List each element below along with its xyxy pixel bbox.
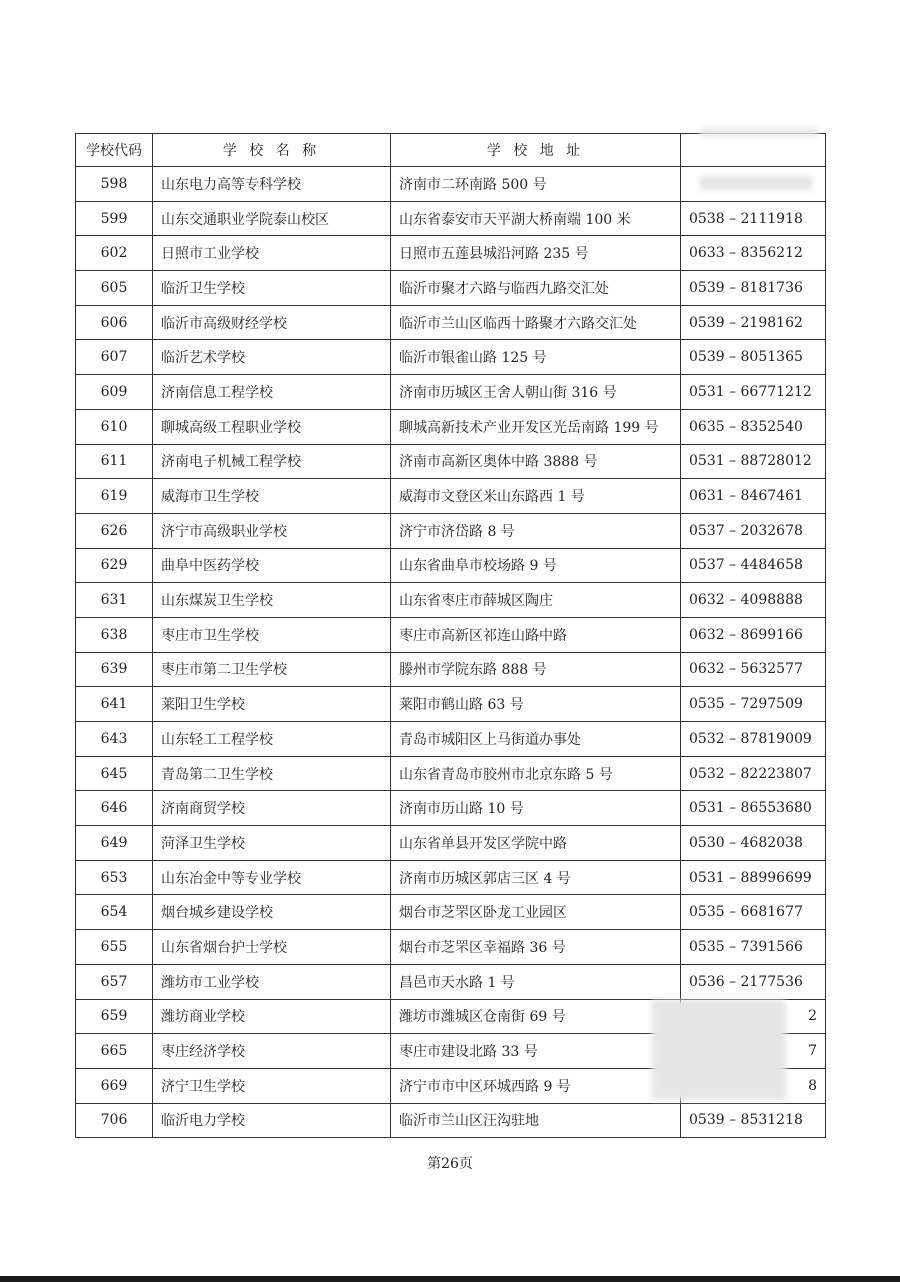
table-row [76, 930, 826, 965]
school-name-cell: 济宁市高级职业学校 [153, 513, 391, 548]
school-code-cell: 606 [76, 305, 153, 340]
school-code-cell: 649 [76, 826, 153, 861]
school-code-cell: 641 [76, 687, 153, 722]
redacted-phone-598 [700, 176, 812, 190]
table-header-row [76, 134, 826, 167]
phone-cell: 0635 – 8352540 [681, 409, 826, 444]
table-row [76, 236, 826, 271]
table-row [76, 409, 826, 444]
school-name-cell: 潍坊商业学校 [153, 999, 391, 1034]
school-table [75, 133, 826, 1138]
school-address-cell: 山东省枣庄市薛城区陶庄 [391, 583, 681, 618]
school-code-cell: 646 [76, 791, 153, 826]
school-name-cell: 临沂电力学校 [153, 1103, 391, 1138]
school-address-cell: 济宁市济岱路 8 号 [391, 513, 681, 548]
table-row [76, 340, 826, 375]
school-code-cell: 657 [76, 964, 153, 999]
phone-cell: 0531 – 88728012 [681, 444, 826, 479]
school-name-cell: 山东电力高等专科学校 [153, 167, 391, 202]
school-name-cell: 山东冶金中等专业学校 [153, 860, 391, 895]
table-row [76, 513, 826, 548]
school-code-cell: 619 [76, 479, 153, 514]
school-name-cell: 临沂艺术学校 [153, 340, 391, 375]
table-row [76, 895, 826, 930]
phone-cell: 0539 – 2198162 [681, 305, 826, 340]
school-address-cell: 临沂市银雀山路 125 号 [391, 340, 681, 375]
table-row [76, 444, 826, 479]
table-row [76, 271, 826, 306]
school-code-cell: 610 [76, 409, 153, 444]
school-address-cell: 日照市五莲县城沿河路 235 号 [391, 236, 681, 271]
school-address-cell: 枣庄市高新区祁连山路中路 [391, 617, 681, 652]
phone-cell: 0539 – 8531218 [681, 1103, 826, 1138]
header-school-name: 学 校 名 称 [153, 134, 391, 167]
school-code-cell: 626 [76, 513, 153, 548]
school-address-cell: 山东省单县开发区学院中路 [391, 826, 681, 861]
school-address-cell: 枣庄市建设北路 33 号 [391, 1034, 681, 1069]
school-name-cell: 日照市工业学校 [153, 236, 391, 271]
school-address-cell: 聊城高新技术产业开发区光岳南路 199 号 [391, 409, 681, 444]
phone-cell: 0532 – 82223807 [681, 756, 826, 791]
page-number: 第26页 [427, 1156, 473, 1172]
school-address-cell: 济宁市市中区环城西路 9 号 [391, 1068, 681, 1103]
phone-cell: 0632 – 4098888 [681, 583, 826, 618]
table-row [76, 756, 826, 791]
redacted-header-area [700, 128, 818, 136]
header-school-address: 学 校 地 址 [391, 134, 681, 167]
bottom-border [0, 1276, 900, 1282]
table-row [76, 722, 826, 757]
table-row [76, 1103, 826, 1138]
school-address-cell: 烟台市芝罘区幸福路 36 号 [391, 930, 681, 965]
school-name-cell: 临沂市高级财经学校 [153, 305, 391, 340]
school-code-cell: 654 [76, 895, 153, 930]
school-address-cell: 潍坊市潍城区仓南街 69 号 [391, 999, 681, 1034]
school-code-cell: 599 [76, 201, 153, 236]
school-name-cell: 莱阳卫生学校 [153, 687, 391, 722]
school-code-cell: 605 [76, 271, 153, 306]
school-name-cell: 山东煤炭卫生学校 [153, 583, 391, 618]
school-address-cell: 山东省泰安市天平湖大桥南端 100 米 [391, 201, 681, 236]
school-address-cell: 济南市历城区王舍人朝山街 316 号 [391, 375, 681, 410]
school-address-cell: 济南市历城区郭店三区 4 号 [391, 860, 681, 895]
phone-cell: 0631 – 8467461 [681, 479, 826, 514]
school-address-cell: 济南市历山路 10 号 [391, 791, 681, 826]
phone-cell: 0539 – 8051365 [681, 340, 826, 375]
school-address-cell: 威海市文登区米山东路西 1 号 [391, 479, 681, 514]
phone-cell: 0539 – 8181736 [681, 271, 826, 306]
phone-cell: 8 [681, 1068, 826, 1103]
school-code-cell: 665 [76, 1034, 153, 1069]
table-row [76, 305, 826, 340]
phone-cell: 0536 – 2177536 [681, 964, 826, 999]
school-name-cell: 临沂卫生学校 [153, 271, 391, 306]
school-address-cell: 山东省曲阜市校场路 9 号 [391, 548, 681, 583]
school-address-cell: 昌邑市天水路 1 号 [391, 964, 681, 999]
school-name-cell: 山东轻工工程学校 [153, 722, 391, 757]
school-code-cell: 645 [76, 756, 153, 791]
phone-cell: 0531 – 86553680 [681, 791, 826, 826]
school-address-cell: 滕州市学院东路 888 号 [391, 652, 681, 687]
school-name-cell: 枣庄经济学校 [153, 1034, 391, 1069]
school-name-cell: 枣庄市卫生学校 [153, 617, 391, 652]
table-row [76, 964, 826, 999]
school-code-cell: 602 [76, 236, 153, 271]
table-row [76, 791, 826, 826]
school-name-cell: 曲阜中医药学校 [153, 548, 391, 583]
school-name-cell: 山东省烟台护士学校 [153, 930, 391, 965]
school-address-cell: 青岛市城阳区上马街道办事处 [391, 722, 681, 757]
school-code-cell: 669 [76, 1068, 153, 1103]
school-name-cell: 潍坊市工业学校 [153, 964, 391, 999]
table-row [76, 826, 826, 861]
phone-cell: 0537 – 2032678 [681, 513, 826, 548]
school-code-cell: 607 [76, 340, 153, 375]
school-code-cell: 655 [76, 930, 153, 965]
school-code-cell: 609 [76, 375, 153, 410]
school-address-cell: 济南市高新区奥体中路 3888 号 [391, 444, 681, 479]
school-address-cell: 莱阳市鹤山路 63 号 [391, 687, 681, 722]
school-code-cell: 706 [76, 1103, 153, 1138]
school-address-cell: 临沂市兰山区汪沟驻地 [391, 1103, 681, 1138]
table-row [76, 652, 826, 687]
header-school-code: 学校代码 [76, 134, 153, 167]
phone-cell: 0532 – 87819009 [681, 722, 826, 757]
table-row [76, 860, 826, 895]
phone-cell: 0531 – 88996699 [681, 860, 826, 895]
school-code-cell: 611 [76, 444, 153, 479]
school-address-cell: 临沂市聚才六路与临西九路交汇处 [391, 271, 681, 306]
table-row [76, 617, 826, 652]
school-name-cell: 烟台城乡建设学校 [153, 895, 391, 930]
school-name-cell: 青岛第二卫生学校 [153, 756, 391, 791]
phone-cell: 0535 – 7391566 [681, 930, 826, 965]
phone-cell: 2 [681, 999, 826, 1034]
school-name-cell: 济南电子机械工程学校 [153, 444, 391, 479]
school-name-cell: 菏泽卫生学校 [153, 826, 391, 861]
school-code-cell: 639 [76, 652, 153, 687]
table-row [76, 583, 826, 618]
school-address-cell: 山东省青岛市胶州市北京东路 5 号 [391, 756, 681, 791]
school-name-cell: 济宁卫生学校 [153, 1068, 391, 1103]
redacted-phone-659-to-669 [652, 1000, 786, 1100]
phone-cell: 0633 – 8356212 [681, 236, 826, 271]
school-name-cell: 聊城高级工程职业学校 [153, 409, 391, 444]
school-name-cell: 济南商贸学校 [153, 791, 391, 826]
phone-cell: 0537 – 4484658 [681, 548, 826, 583]
school-code-cell: 643 [76, 722, 153, 757]
header-phone [681, 134, 826, 167]
phone-cell: 0530 – 4682038 [681, 826, 826, 861]
school-code-cell: 631 [76, 583, 153, 618]
phone-cell: 7 [681, 1034, 826, 1069]
phone-cell: 0531 – 66771212 [681, 375, 826, 410]
school-code-cell: 638 [76, 617, 153, 652]
table-row [76, 548, 826, 583]
school-code-cell: 653 [76, 860, 153, 895]
school-code-cell: 598 [76, 167, 153, 202]
school-address-cell: 烟台市芝罘区卧龙工业园区 [391, 895, 681, 930]
school-name-cell: 山东交通职业学院泰山校区 [153, 201, 391, 236]
school-name-cell: 枣庄市第二卫生学校 [153, 652, 391, 687]
table-row [76, 201, 826, 236]
phone-cell: 0535 – 6681677 [681, 895, 826, 930]
phone-cell: 0632 – 5632577 [681, 652, 826, 687]
phone-cell: 0535 – 7297509 [681, 687, 826, 722]
table-row [76, 687, 826, 722]
table-row [76, 479, 826, 514]
school-code-cell: 659 [76, 999, 153, 1034]
school-name-cell: 威海市卫生学校 [153, 479, 391, 514]
school-address-cell: 临沂市兰山区临西十路聚才六路交汇处 [391, 305, 681, 340]
table-row [76, 375, 826, 410]
school-code-cell: 629 [76, 548, 153, 583]
phone-cell: 0538 – 2111918 [681, 201, 826, 236]
school-address-cell: 济南市二环南路 500 号 [391, 167, 681, 202]
phone-cell: 0632 – 8699166 [681, 617, 826, 652]
school-name-cell: 济南信息工程学校 [153, 375, 391, 410]
